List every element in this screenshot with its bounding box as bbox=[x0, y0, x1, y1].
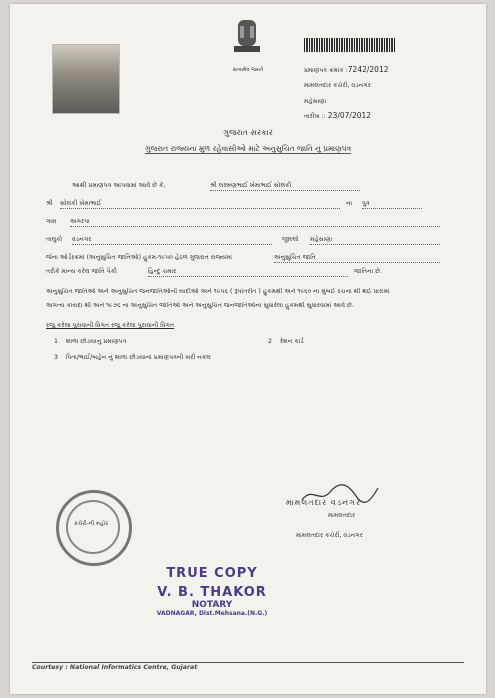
village-value: અગરપા bbox=[70, 218, 440, 227]
document-item-2 bbox=[268, 338, 304, 346]
officer-stamp-text: મામલતદાર વડનગર bbox=[286, 498, 362, 507]
taluka-label: તાલુકો bbox=[46, 236, 63, 243]
certificate-number-label: પ્રમાણપત્ર ક્રમાંક bbox=[304, 67, 344, 74]
document-item-1 bbox=[54, 338, 126, 346]
notary-place: VADNAGAR, Dist.Mehsana.(N.G.) bbox=[156, 610, 268, 617]
certificate-number: 7242/2012 bbox=[347, 65, 389, 74]
village-label: ગામ bbox=[46, 218, 57, 225]
officer-office: મામલતદાર કચેરી, વડનગર bbox=[296, 532, 363, 539]
taluka-value: વડનગર bbox=[72, 236, 272, 245]
notary-name: V. B. THAKOR bbox=[157, 585, 267, 600]
intro-text: આથી પ્રમાણપત્ર આપવામાં આવે છે કે, bbox=[72, 182, 166, 189]
footer-divider bbox=[32, 662, 464, 663]
date-label: તારીખ bbox=[304, 113, 320, 120]
legal-paragraph-line1: અનુસુચિત જાતિઓ અને અનુસુચિત જનજાતિઓની યાદીઓ અને ૧૯૫૬ ( રૂપાંતરીત ) હુકમથી અને ૧૯૬૦ ના મુંબઈ રચના થી થઈ ધારામાં bbox=[46, 288, 390, 295]
person-name: શ્રી લક્ષ્મણભાઈ ખેમાભાઈ સોલંકી bbox=[210, 182, 360, 191]
round-stamp-text: કચેરી-ની મહોર bbox=[73, 521, 109, 527]
issuing-office: મામલતદાર કચેરી, વડનગર bbox=[304, 82, 371, 89]
document-text: રેશન કાર્ડ bbox=[279, 338, 304, 345]
government-title: ગુજરાત સરકાર bbox=[223, 128, 273, 137]
gazette-text: જેના ઓર્ડરક્રમાં (અનુસુચિત જાતિઓ) હુકમ-૧૯૫૦ હેઠળ ગુજરાત રાજ્યમાં bbox=[46, 254, 233, 261]
document-number: 3 bbox=[54, 354, 58, 361]
document-item-3 bbox=[54, 354, 211, 362]
footer-courtesy: Courtesy : National Informatics Centre, Gujarat bbox=[32, 664, 198, 671]
relation-prefix: શ્રી bbox=[46, 200, 53, 207]
document-text: શાળા છોડયાનુ પ્રમાણપત્ર bbox=[65, 338, 127, 345]
documents-heading: રજુ કરેલા પુરાવાની વિગત રજુ કરેલા પુરાવાની વિગત bbox=[46, 322, 175, 329]
barcode bbox=[304, 38, 396, 52]
relation-value: પુત્ર bbox=[362, 200, 422, 209]
officer-designation: મામલતદાર bbox=[328, 512, 356, 519]
district-label: જીલ્લો bbox=[282, 236, 299, 243]
certificate-page bbox=[10, 4, 486, 694]
relation-label: ના bbox=[346, 200, 353, 207]
father-name: સોલંકી ખેમાભાઈ bbox=[60, 200, 340, 209]
certificate-subtitle bbox=[10, 144, 486, 153]
caste-value: હિન્દુ ચમાર bbox=[148, 268, 348, 277]
true-copy-text: TRUE COPY bbox=[166, 566, 258, 581]
notary-stamp bbox=[142, 566, 282, 650]
caste-suffix: જાતિના છે. bbox=[354, 268, 382, 275]
document-number: 2 bbox=[268, 338, 272, 345]
certificate-subtitle-text: ગુજરાત રાજ્યના મુળ રહેવાસીઓ માટે અનુસુચિત જાતિ નું પ્રમાણપત્ર bbox=[144, 144, 352, 153]
caste-label: તરીકે માન્ય કરેલ જાતિ પૈકી bbox=[46, 268, 117, 275]
applicant-photo bbox=[52, 44, 120, 114]
legal-paragraph-line2: અગત્ય કાયદા થી અને ૧૯૭૬ ના અનુસુચિત જાતિઓ અને અનુસુચિત જનજાતિઓના સુધારેલા હુકમથી સુધારવામાં આવે છે. bbox=[46, 302, 354, 309]
issuing-district: મહેસાણા bbox=[304, 98, 327, 105]
category-value: અનુસુચિત જાતિ bbox=[274, 254, 440, 263]
certificate-number-line: પ્રમાણપત્ર ક્રમાંક :7242/2012 bbox=[304, 65, 389, 74]
issue-date: 23/07/2012 bbox=[327, 111, 372, 120]
document-text: પિતા/ભાઈ/બહેન નું શાળા છોડયાનાં પ્રમાણપત્રની ખરી નકલ bbox=[65, 354, 211, 361]
date-line: તારીખ :: 23/07/2012 bbox=[304, 111, 372, 120]
emblem-caption: સત્યમેવ જયતે bbox=[232, 67, 264, 73]
document-number: 1 bbox=[54, 338, 58, 345]
district-value: મહેસાણા bbox=[310, 236, 440, 245]
notary-title: NOTARY bbox=[191, 600, 233, 610]
national-emblem-icon bbox=[226, 16, 268, 64]
